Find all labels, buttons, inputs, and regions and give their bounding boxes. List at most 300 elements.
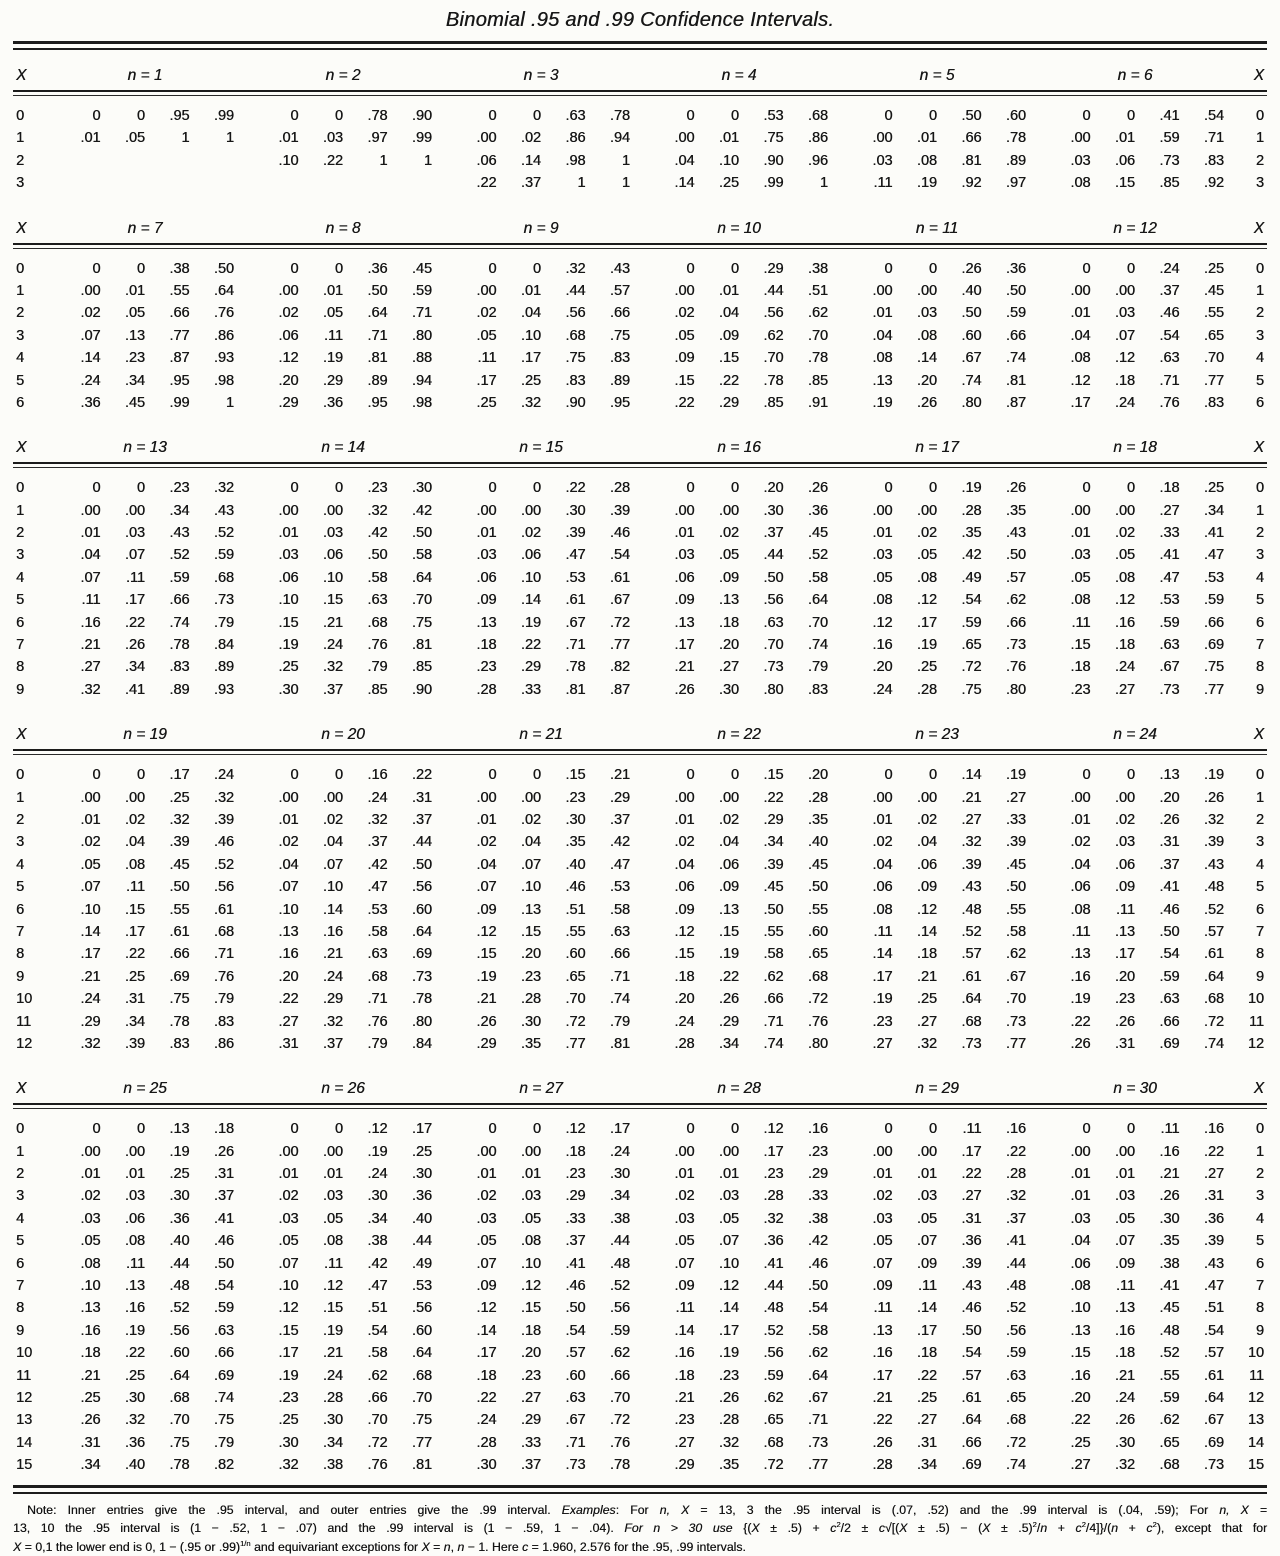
cell-value: .12 bbox=[872, 614, 893, 631]
cell-value: .10 bbox=[278, 1278, 299, 1295]
cell-value: .72 bbox=[609, 1412, 630, 1429]
table-row bbox=[13, 943, 1267, 965]
cell-value: .13 bbox=[718, 901, 739, 918]
cell-value: 0 bbox=[532, 108, 541, 124]
cell-value: .39 bbox=[609, 502, 630, 519]
cell-value: .42 bbox=[411, 502, 432, 519]
cell-value: .22 bbox=[1070, 1013, 1091, 1030]
cell-value: .29 bbox=[763, 260, 784, 277]
cell-value: .83 bbox=[565, 372, 586, 389]
x-value: 1 bbox=[1255, 282, 1264, 299]
table-row bbox=[13, 1185, 1267, 1207]
cell-value: .24 bbox=[1159, 260, 1180, 277]
n-header: n = 15 bbox=[519, 439, 563, 457]
cell-value: .01 bbox=[322, 1166, 343, 1183]
cell-value: .30 bbox=[476, 1457, 497, 1474]
cell-value: .28 bbox=[763, 1188, 784, 1205]
cell-value: .64 bbox=[411, 923, 432, 940]
cell-value: .05 bbox=[278, 1233, 299, 1250]
cell-value: .79 bbox=[367, 659, 388, 676]
x-value: 6 bbox=[1255, 394, 1264, 411]
cell-value: .01 bbox=[916, 130, 937, 147]
cell-value: .78 bbox=[411, 991, 432, 1008]
cell-value: 0 bbox=[334, 480, 343, 497]
cell-group bbox=[838, 500, 1036, 522]
cell-value: .00 bbox=[1070, 282, 1091, 299]
cell-value: .78 bbox=[609, 1457, 630, 1474]
cell-value: .56 bbox=[763, 1345, 784, 1362]
cell-value: .01 bbox=[278, 811, 299, 828]
cell-group bbox=[442, 500, 640, 522]
cell-value: .46 bbox=[1159, 305, 1180, 322]
cell-value: .30 bbox=[1159, 1210, 1180, 1227]
cell-group bbox=[640, 392, 838, 414]
cell-group bbox=[244, 656, 442, 678]
cell-value: .50 bbox=[367, 282, 388, 299]
cell-group bbox=[442, 634, 640, 656]
footnote-line: 13, 10 the .95 interval is (1 − .52, 1 − .07) and the .99 interval is (1 − .59, 1 − .04). For n > 30 use $\{(X \pm .5) + c^2/2 \pm c√[(X \pm .5) - (X \pm .5)^2/n + c^2/4]\}/(n + c^2)$, except that for bbox=[13, 1520, 1268, 1536]
cell-value: 0 bbox=[334, 1121, 343, 1138]
cell-value: .83 bbox=[807, 681, 828, 698]
cell-value: .86 bbox=[213, 327, 234, 344]
cell-group bbox=[1036, 1011, 1234, 1033]
cell-group bbox=[1036, 1185, 1234, 1207]
x-value: 9 bbox=[1255, 681, 1264, 698]
cell-value: .41 bbox=[1159, 108, 1180, 124]
cell-value: .40 bbox=[169, 1233, 190, 1250]
cell-group bbox=[442, 1230, 640, 1252]
cell-value: .41 bbox=[213, 1210, 234, 1227]
cell-value: .12 bbox=[278, 1300, 299, 1317]
cell-value: .02 bbox=[1114, 525, 1135, 542]
cell-value: .12 bbox=[718, 1278, 739, 1295]
cell-value: .68 bbox=[763, 1434, 784, 1451]
cell-value: .07 bbox=[278, 879, 299, 896]
cell-value: 0 bbox=[290, 260, 299, 277]
cell-value: .03 bbox=[520, 1188, 541, 1205]
cell-group bbox=[442, 1409, 640, 1431]
cell-value: 0 bbox=[136, 260, 145, 277]
cell-value: .13 bbox=[1159, 767, 1180, 784]
cell-value: .68 bbox=[1159, 1457, 1180, 1474]
cell-group bbox=[442, 347, 640, 369]
cell-value: .21 bbox=[961, 789, 982, 806]
cell-value: .29 bbox=[322, 991, 343, 1008]
table-row bbox=[13, 567, 1267, 589]
cell-value: .17 bbox=[916, 1322, 937, 1339]
cell-group bbox=[838, 787, 1036, 809]
cell-value: .01 bbox=[718, 282, 739, 299]
cell-value: .36 bbox=[763, 1233, 784, 1250]
cell-value: .50 bbox=[763, 901, 784, 918]
cell-value: .62 bbox=[807, 1345, 828, 1362]
cell-value: .54 bbox=[565, 1322, 586, 1339]
cell-value: .36 bbox=[807, 502, 828, 519]
cell-value: .03 bbox=[476, 1210, 497, 1227]
table-row bbox=[13, 1387, 1267, 1409]
cell-group bbox=[640, 347, 838, 369]
cell-group bbox=[46, 172, 244, 194]
cell-value: .66 bbox=[1159, 1013, 1180, 1030]
cell-value: .50 bbox=[807, 879, 828, 896]
cell-group bbox=[244, 280, 442, 302]
n-header: n = 18 bbox=[1113, 439, 1157, 457]
cell-value: .61 bbox=[169, 923, 190, 940]
cell-value: .05 bbox=[1114, 1210, 1135, 1227]
cell-group bbox=[838, 1454, 1036, 1476]
cell-value: .79 bbox=[213, 614, 234, 631]
x-value: 4 bbox=[1255, 569, 1264, 586]
table-row bbox=[13, 280, 1267, 302]
cell-group bbox=[838, 258, 1036, 280]
cell-value: .12 bbox=[520, 1278, 541, 1295]
cell-value: .89 bbox=[169, 681, 190, 698]
cell-value: .66 bbox=[609, 946, 630, 963]
cell-value: .32 bbox=[961, 834, 982, 851]
cell-value: 0 bbox=[290, 480, 299, 497]
cell-value: .23 bbox=[763, 1166, 784, 1183]
cell-value: .59 bbox=[1159, 1389, 1180, 1406]
cell-group bbox=[244, 150, 442, 172]
cell-value: .71 bbox=[367, 991, 388, 1008]
cell-group bbox=[244, 1011, 442, 1033]
cell-value: .20 bbox=[718, 637, 739, 654]
cell-value: .51 bbox=[807, 282, 828, 299]
cell-value: .01 bbox=[718, 130, 739, 147]
cell-value: .00 bbox=[80, 282, 101, 299]
cell-value: .51 bbox=[565, 901, 586, 918]
cell-value bbox=[190, 150, 235, 172]
cell-value: .33 bbox=[520, 681, 541, 698]
cell-value: .24 bbox=[367, 1166, 388, 1183]
cell-value: .78 bbox=[169, 637, 190, 654]
cell-value: .18 bbox=[476, 637, 497, 654]
cell-value: .50 bbox=[1159, 923, 1180, 940]
cell-group bbox=[442, 1185, 640, 1207]
cell-value: .74 bbox=[1005, 350, 1026, 367]
cell-value: .15 bbox=[520, 1300, 541, 1317]
cell-value: .13 bbox=[718, 592, 739, 609]
cell-value: 1 bbox=[621, 175, 630, 192]
x-value: 15 bbox=[16, 1457, 33, 1474]
cell-group bbox=[1036, 522, 1234, 544]
cell-value: .21 bbox=[322, 946, 343, 963]
cell-group bbox=[46, 325, 244, 347]
x-column-header: X bbox=[16, 1080, 27, 1098]
cell-value: .21 bbox=[80, 968, 101, 985]
cell-value: .58 bbox=[367, 1345, 388, 1362]
cell-group bbox=[442, 966, 640, 988]
cell-group bbox=[640, 477, 838, 499]
x-value: 6 bbox=[16, 1255, 25, 1272]
cell-value: .00 bbox=[916, 789, 937, 806]
cell-value: .62 bbox=[763, 968, 784, 985]
cell-value: .07 bbox=[674, 1255, 695, 1272]
cell-value: .18 bbox=[916, 1345, 937, 1362]
cell-value: .02 bbox=[278, 305, 299, 322]
cell-group bbox=[838, 589, 1036, 611]
cell-group bbox=[640, 1011, 838, 1033]
cell-value: .50 bbox=[961, 305, 982, 322]
n-header: n = 13 bbox=[123, 439, 167, 457]
cell-value: .14 bbox=[322, 901, 343, 918]
table-row bbox=[13, 656, 1267, 678]
cell-value: .13 bbox=[872, 372, 893, 389]
cell-value: .67 bbox=[1203, 1412, 1224, 1429]
cell-group bbox=[244, 589, 442, 611]
cell-group bbox=[838, 1208, 1036, 1230]
cell-value: .58 bbox=[807, 1322, 828, 1339]
x-value: 9 bbox=[1255, 1322, 1264, 1339]
table-row bbox=[13, 325, 1267, 347]
x-value: 12 bbox=[16, 1035, 33, 1052]
cell-group bbox=[640, 302, 838, 324]
cell-value bbox=[56, 150, 101, 172]
cell-value: .10 bbox=[322, 569, 343, 586]
cell-value: .11 bbox=[81, 592, 101, 609]
cell-value: .26 bbox=[1005, 480, 1026, 497]
cell-value: .60 bbox=[565, 946, 586, 963]
cell-value: .39 bbox=[1203, 1233, 1224, 1250]
cell-value: .55 bbox=[565, 923, 586, 940]
cell-value: .50 bbox=[411, 525, 432, 542]
cell-value: .00 bbox=[80, 1143, 101, 1160]
cell-group bbox=[244, 921, 442, 943]
cell-value: .26 bbox=[807, 480, 828, 497]
cell-value: .63 bbox=[763, 614, 784, 631]
cell-value: .30 bbox=[609, 1166, 630, 1183]
cell-group bbox=[442, 854, 640, 876]
cell-value bbox=[343, 172, 388, 194]
cell-value: .64 bbox=[961, 991, 982, 1008]
cell-value: .03 bbox=[916, 1188, 937, 1205]
x-value: 2 bbox=[1255, 811, 1264, 828]
cell-value: .43 bbox=[609, 260, 630, 277]
cell-value: .63 bbox=[609, 923, 630, 940]
cell-value: .06 bbox=[278, 327, 299, 344]
cell-value: .24 bbox=[322, 637, 343, 654]
cell-value: .32 bbox=[80, 681, 101, 698]
cell-value: .27 bbox=[916, 1013, 937, 1030]
cell-value: .97 bbox=[367, 130, 388, 147]
n-header: n = 3 bbox=[523, 67, 559, 84]
cell-value: .36 bbox=[411, 1188, 432, 1205]
cell-value: .32 bbox=[763, 1210, 784, 1227]
cell-value: 1 bbox=[621, 152, 630, 169]
cell-value: .03 bbox=[872, 152, 893, 169]
x-value: 8 bbox=[1255, 659, 1264, 676]
cell-value: .02 bbox=[916, 811, 937, 828]
cell-value: .06 bbox=[322, 547, 343, 564]
cell-group bbox=[640, 1230, 838, 1252]
cell-value: .28 bbox=[476, 681, 497, 698]
cell-value: .34 bbox=[169, 502, 190, 519]
cell-value: .39 bbox=[565, 525, 586, 542]
cell-value: .73 bbox=[565, 1457, 586, 1474]
cell-value: .36 bbox=[169, 1210, 190, 1227]
cell-value: .17 bbox=[872, 968, 893, 985]
cell-group bbox=[46, 831, 244, 853]
cell-group bbox=[442, 1253, 640, 1275]
cell-group bbox=[46, 1230, 244, 1252]
cell-value: .24 bbox=[1114, 394, 1135, 411]
cell-value: .39 bbox=[1203, 834, 1224, 851]
section-header-row bbox=[13, 214, 1267, 238]
cell-value: .12 bbox=[322, 1278, 343, 1295]
cell-value: .12 bbox=[476, 1300, 497, 1317]
cell-value: .71 bbox=[1159, 372, 1180, 389]
cell-value: .60 bbox=[565, 1367, 586, 1384]
cell-value: .22 bbox=[411, 767, 432, 784]
cell-group bbox=[1036, 988, 1234, 1010]
cell-value: .54 bbox=[961, 592, 982, 609]
cell-group bbox=[640, 1253, 838, 1275]
cell-value: .24 bbox=[674, 1013, 695, 1030]
cell-value: 0 bbox=[1082, 260, 1091, 277]
cell-value: .30 bbox=[763, 502, 784, 519]
cell-value: 1 bbox=[225, 394, 234, 411]
cell-value: .00 bbox=[674, 130, 695, 147]
cell-value: .02 bbox=[872, 1188, 893, 1205]
table-section bbox=[13, 1074, 1267, 1476]
cell-group bbox=[442, 1432, 640, 1454]
cell-value: .02 bbox=[1070, 834, 1091, 851]
cell-value: 0 bbox=[532, 480, 541, 497]
cell-value: .63 bbox=[565, 108, 586, 124]
cell-value: .67 bbox=[565, 1412, 586, 1429]
cell-value: .89 bbox=[609, 372, 630, 389]
cell-group bbox=[442, 809, 640, 831]
cell-value: .46 bbox=[213, 1233, 234, 1250]
cell-group bbox=[640, 1118, 838, 1140]
cell-value: .22 bbox=[520, 637, 541, 654]
x-value: 9 bbox=[16, 968, 25, 985]
cell-value: .09 bbox=[674, 1278, 695, 1295]
n-header: n = 5 bbox=[919, 67, 955, 84]
cell-value: .07 bbox=[80, 569, 101, 586]
cell-group bbox=[442, 1275, 640, 1297]
x-value: 4 bbox=[1255, 856, 1264, 873]
cell-value: .05 bbox=[1070, 569, 1091, 586]
cell-group bbox=[1036, 150, 1234, 172]
cell-value: 0 bbox=[884, 767, 893, 784]
cell-value: .84 bbox=[411, 1035, 432, 1052]
cell-value: .25 bbox=[718, 175, 739, 192]
cell-group bbox=[442, 258, 640, 280]
cell-value: .52 bbox=[169, 1300, 190, 1317]
cell-value: .92 bbox=[961, 175, 982, 192]
cell-group bbox=[442, 656, 640, 678]
cell-value: .23 bbox=[1114, 991, 1135, 1008]
cell-value: .68 bbox=[169, 1389, 190, 1406]
cell-value: .66 bbox=[367, 1389, 388, 1406]
cell-group bbox=[442, 612, 640, 634]
cell-value: .56 bbox=[411, 879, 432, 896]
cell-value: .13 bbox=[1070, 1322, 1091, 1339]
cell-value: .05 bbox=[80, 1233, 101, 1250]
cell-value: .10 bbox=[1070, 1300, 1091, 1317]
cell-value: .37 bbox=[565, 1233, 586, 1250]
cell-value: .32 bbox=[169, 811, 190, 828]
cell-group bbox=[838, 325, 1036, 347]
cell-group bbox=[46, 500, 244, 522]
cell-value: .79 bbox=[213, 1434, 234, 1451]
cell-group bbox=[442, 1163, 640, 1185]
cell-value: .01 bbox=[872, 525, 893, 542]
cell-group bbox=[640, 325, 838, 347]
cell-value: .14 bbox=[80, 923, 101, 940]
x-value: 4 bbox=[16, 856, 25, 873]
cell-group bbox=[244, 634, 442, 656]
cell-value: .71 bbox=[411, 305, 432, 322]
cell-value: .85 bbox=[411, 659, 432, 676]
cell-value: .46 bbox=[565, 879, 586, 896]
cell-value: .50 bbox=[565, 1300, 586, 1317]
cell-value: .16 bbox=[807, 1121, 828, 1138]
cell-value: .51 bbox=[367, 1300, 388, 1317]
cell-value: .71 bbox=[609, 968, 630, 985]
cell-value: .12 bbox=[1070, 372, 1091, 389]
cell-value: .75 bbox=[169, 991, 190, 1008]
cell-value: .09 bbox=[674, 350, 695, 367]
x-value: 7 bbox=[16, 637, 25, 654]
cell-value: .05 bbox=[80, 856, 101, 873]
cell-value: .47 bbox=[1203, 547, 1224, 564]
cell-group bbox=[46, 1163, 244, 1185]
cell-value: .04 bbox=[1070, 327, 1091, 344]
x-value: 5 bbox=[1255, 879, 1264, 896]
cell-group bbox=[442, 544, 640, 566]
cell-value: .21 bbox=[322, 614, 343, 631]
cell-value: .65 bbox=[961, 637, 982, 654]
cell-value: .38 bbox=[322, 1457, 343, 1474]
cell-value: .00 bbox=[80, 502, 101, 519]
cell-group bbox=[1036, 831, 1234, 853]
cell-value: .00 bbox=[322, 789, 343, 806]
cell-value: .20 bbox=[1159, 789, 1180, 806]
cell-value: .94 bbox=[609, 130, 630, 147]
cell-group bbox=[46, 966, 244, 988]
cell-value: .14 bbox=[961, 767, 982, 784]
cell-group bbox=[838, 1320, 1036, 1342]
cell-value: .09 bbox=[1114, 1255, 1135, 1272]
cell-value: .66 bbox=[169, 305, 190, 322]
cell-value: .73 bbox=[1005, 637, 1026, 654]
cell-group bbox=[838, 1297, 1036, 1319]
table-row bbox=[13, 1432, 1267, 1454]
cell-value: .66 bbox=[169, 592, 190, 609]
cell-group bbox=[838, 764, 1036, 786]
cell-value: .00 bbox=[1114, 789, 1135, 806]
cell-value: .70 bbox=[807, 327, 828, 344]
cell-value: .89 bbox=[1005, 152, 1026, 169]
cell-group bbox=[640, 1409, 838, 1431]
cell-value: .13 bbox=[520, 901, 541, 918]
cell-value: .66 bbox=[609, 305, 630, 322]
cell-group bbox=[46, 544, 244, 566]
cell-value: .56 bbox=[169, 1322, 190, 1339]
cell-value: .30 bbox=[169, 1188, 190, 1205]
cell-value: .06 bbox=[1114, 856, 1135, 873]
cell-value: .18 bbox=[1070, 659, 1091, 676]
cell-value: .53 bbox=[367, 901, 388, 918]
cell-value: .43 bbox=[1203, 1255, 1224, 1272]
cell-value: .19 bbox=[278, 637, 299, 654]
cell-value: .50 bbox=[213, 1255, 234, 1272]
cell-value: .43 bbox=[1203, 856, 1224, 873]
cell-value: .07 bbox=[1114, 1233, 1135, 1250]
cell-value: .44 bbox=[1005, 1255, 1026, 1272]
